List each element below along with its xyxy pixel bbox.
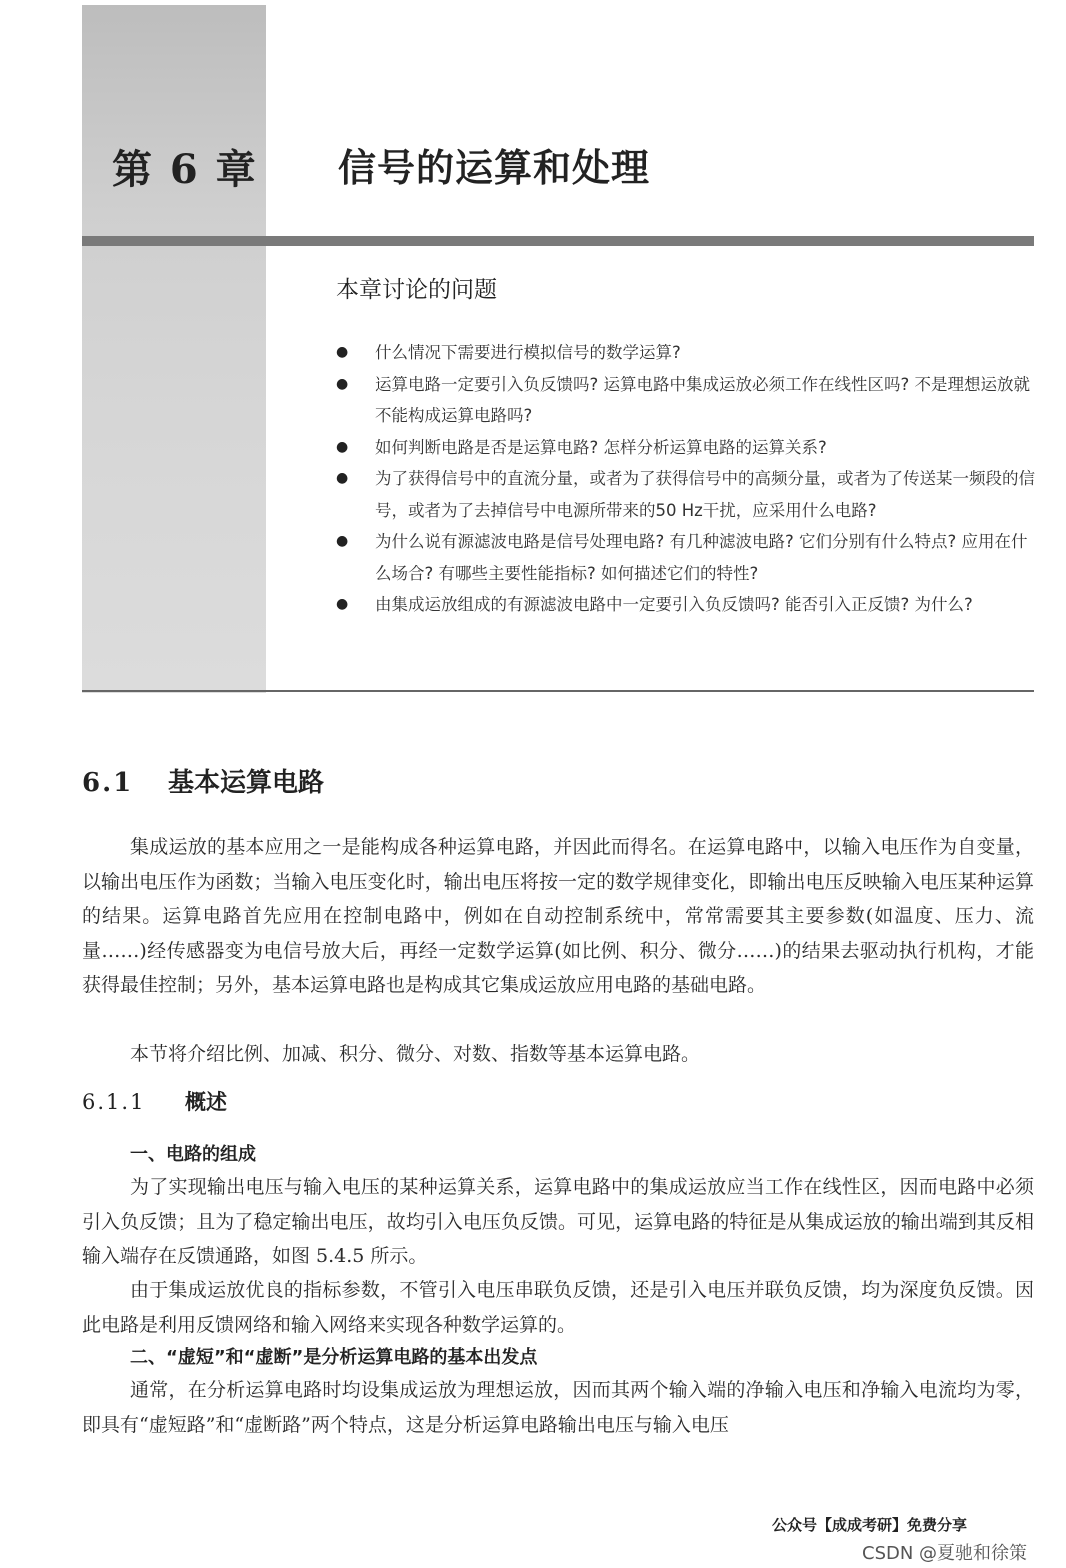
list-item: ● 如何判断电路是否是运算电路? 怎样分析运算电路的运算关系? bbox=[336, 432, 1036, 464]
heading-virtual-short-open: 二、“虚短”和“虚断”是分析运算电路的基本出发点 bbox=[130, 1347, 538, 1368]
section-title bbox=[82, 762, 324, 799]
bullet-icon: ● bbox=[336, 470, 349, 486]
subsection-title-text: 概述 bbox=[185, 1089, 227, 1114]
intro-paragraph-2: 本节将介绍比例、加减、积分、微分、对数、指数等基本运算电路。 bbox=[130, 1043, 701, 1065]
chapter-side-strip bbox=[82, 5, 266, 693]
heading-circuit-composition: 一、电路的组成 bbox=[130, 1144, 256, 1165]
paragraph-composition: 为了实现输出电压与输入电压的某种运算关系，运算电路中的集成运放应当工作在线性区，因而电路中必须引入负反馈；且为了稳定输出电压，故均引入电压负反馈。可见，运算电路的特征是从集成运放的输出端到其反相输入端存在反馈通路，如图 5.4.5 所示。 bbox=[82, 1176, 1034, 1267]
list-item: ● 由集成运放组成的有源滤波电路中一定要引入负反馈吗? 能否引入正反馈? 为什么? bbox=[336, 589, 1036, 621]
bullet-icon: ● bbox=[336, 375, 349, 392]
subsection-title bbox=[82, 1086, 227, 1116]
list-item: ● 为什么说有源滤波电路是信号处理电路? 有几种滤波电路? 它们分别有什么特点? 应用在什么场合? 有哪些主要性能指标? 如何描述它们的特性? bbox=[336, 526, 1036, 589]
list-item: ● 为了获得信号中的直流分量，或者为了获得信号中的高频分量，或者为了传送某一频段的信号，或者为了去掉信号中电源所带来的50 Hz干扰，应采用什么电路? bbox=[336, 463, 1036, 526]
chapter-title: 信号的运算和处理 bbox=[338, 145, 651, 190]
chapter-box-bottom-rule bbox=[82, 690, 1034, 692]
section-number: 6.1 bbox=[82, 768, 134, 798]
paragraph-deep-feedback: 由于集成运放优良的指标参数，不管引入电压串联负反馈，还是引入电压并联负反馈，均为深度负反馈。因此电路是利用反馈网络和输入网络来实现各种数学运算的。 bbox=[82, 1279, 1034, 1336]
paragraph-ideal-opamp: 通常，在分析运算电路时均设集成运放为理想运放，因而其两个输入端的净输入电压和净输入电流均为零，即具有“虚短路”和“虚断路”两个特点，这是分析运算电路输出电压与输入电压 bbox=[82, 1379, 1034, 1436]
chapter-header-rule bbox=[82, 236, 1034, 246]
bullet-icon: ● bbox=[336, 344, 349, 360]
footer-note: 公众号【成成考研】免费分享 bbox=[772, 1516, 968, 1534]
csdn-watermark: CSDN @夏驰和徐策 bbox=[862, 1543, 1028, 1564]
bullet-icon: ● bbox=[336, 438, 349, 455]
subsection-number: 6.1.1 bbox=[82, 1090, 146, 1114]
chapter-number: 第 6 章 bbox=[112, 146, 258, 193]
bullet-icon: ● bbox=[336, 533, 349, 549]
questions-list bbox=[336, 337, 1036, 621]
section-title-text: 基本运算电路 bbox=[168, 768, 325, 798]
intro-paragraph-1: 集成运放的基本应用之一是能构成各种运算电路，并因此而得名。在运算电路中，以输入电压作为自变量，以输出电压作为函数；当输入电压变化时，输出电压将按一定的数学规律变化，即输出电压反映输入电压某种运算的结果。运算电路首先应用在控制电路中，例如在自动控制系统中，常常需要其主要参数(如温度、压力、流量……)经传感器变为电信号放大后，再经一定数学运算(如比例、积分、微分……)的结果去驱动执行机构，才能获得最佳控制；另外，基本运算电路也是构成其它集成运放应用电路的基础电路。 bbox=[82, 836, 1034, 996]
list-item: ● 运算电路一定要引入负反馈吗? 运算电路中集成运放必须工作在线性区吗? 不是理想运放就不能构成运算电路吗? bbox=[336, 369, 1036, 432]
list-item: ● 什么情况下需要进行模拟信号的数学运算? bbox=[336, 337, 1036, 369]
bullet-icon: ● bbox=[336, 596, 349, 612]
questions-heading: 本章讨论的问题 bbox=[336, 277, 497, 303]
